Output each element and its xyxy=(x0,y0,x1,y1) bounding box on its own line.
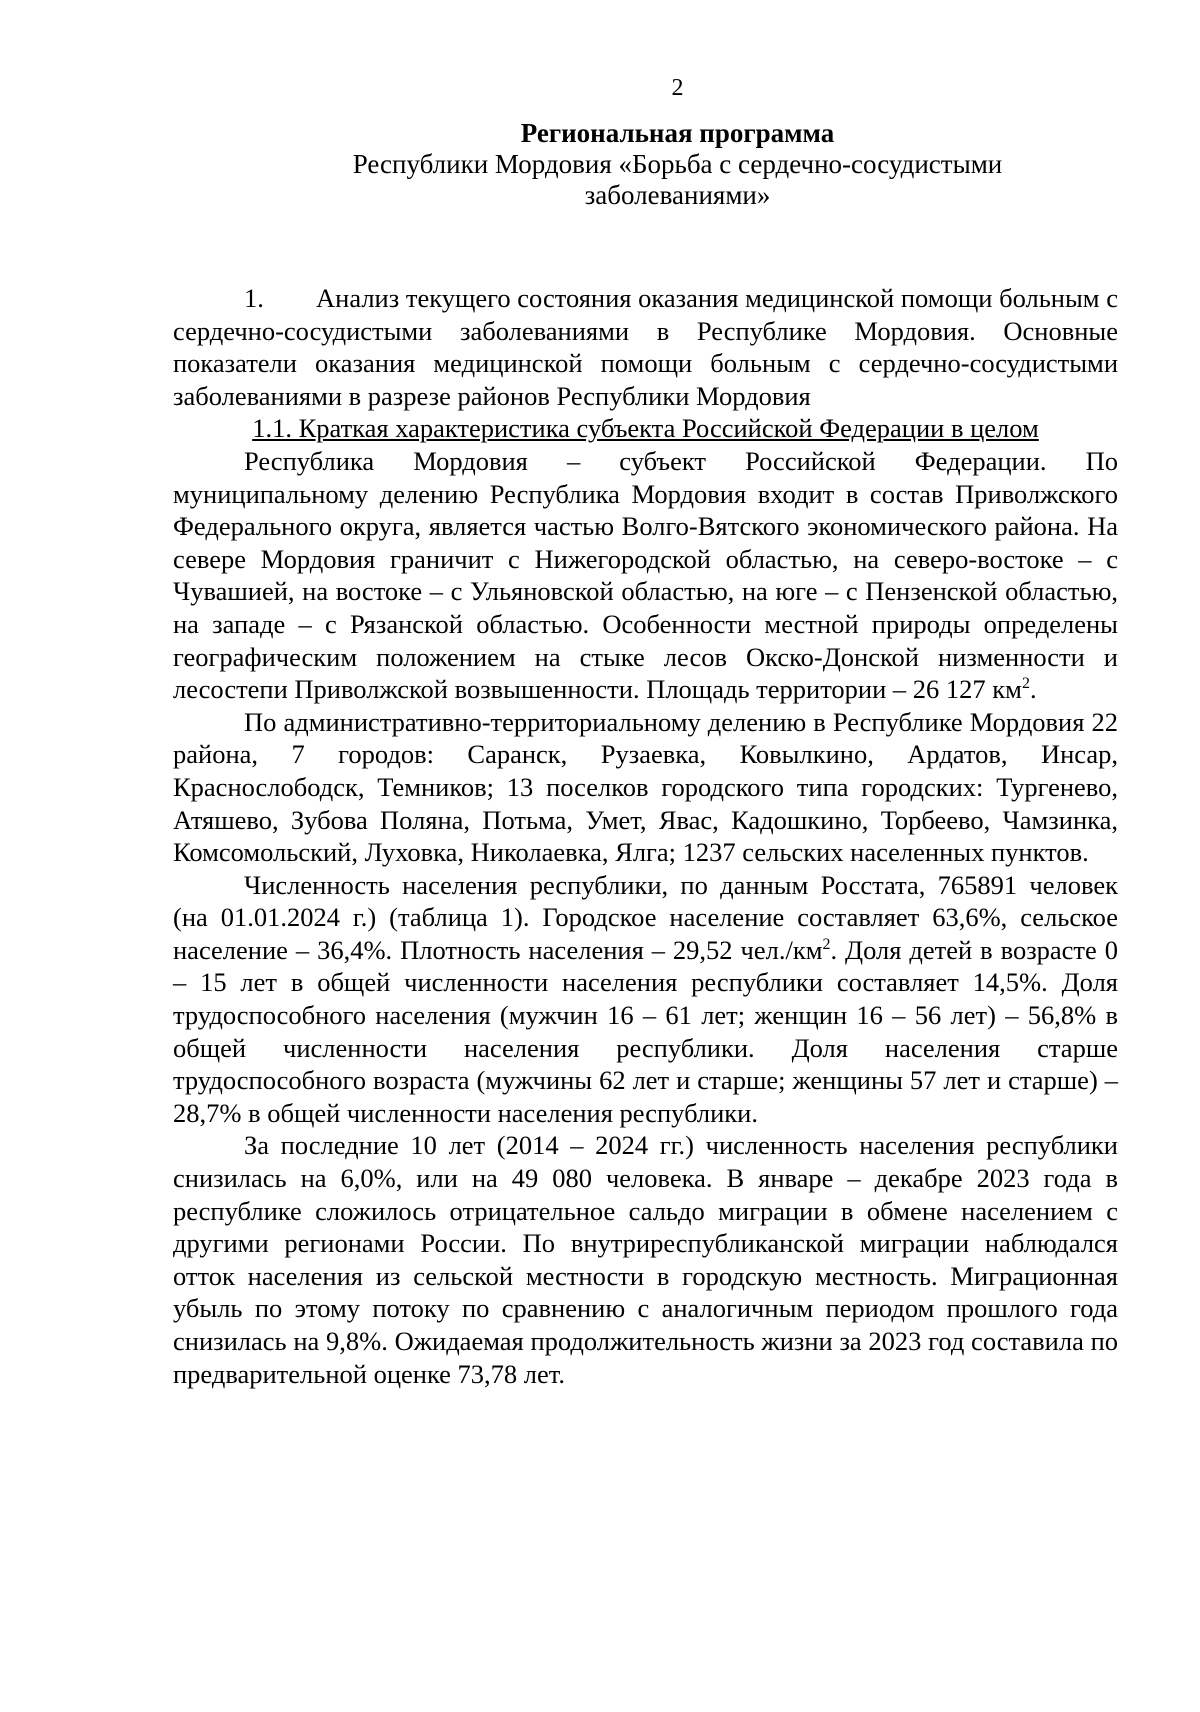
paragraph-1-text: Республика Мордовия – субъект Российской Федерации. По муниципальному делению Республика Мордовия входит в состав Приволжского Федерального округа, является частью Волго-Вятского экономического района. На севере Мордовия граничит с Нижегородской областью, на северо-востоке – с Чувашией, на востоке – с Ульяновской областью, на юге – с Пензенской областью, на западе – с Рязанской областью. Особенности местной природы определены географическим положением на стыке лесов Окско-Донской низменности и лесостепи Приволжской возвышенности. Площадь территории – 26 127 км xyxy=(173,445,1118,705)
paragraph-3 xyxy=(173,869,1118,1130)
paragraph-3-superscript: 2 xyxy=(822,936,831,954)
paragraph-1 xyxy=(173,445,1118,706)
paragraph-1-superscript: 2 xyxy=(1021,675,1030,693)
paragraph-4: За последние 10 лет (2014 – 2024 гг.) численность населения республики снизилась на 6,0%, или на 49 080 человека. В январе – декабре 2023 года в республике сложилось отрицательное сальдо миграции в обмене населением с другими регионами России. По внутриреспубликанской миграции наблюдался отток населения из сельской местности в городскую местность. Миграционная убыль по этому потоку по сравнению с аналогичным периодом прошлого года снизилась на 9,8%. Ожидаемая продолжительность жизни за 2023 год составила по предварительной оценке 73,78 лет. xyxy=(173,1130,1118,1389)
title-line-1: Региональная программа xyxy=(520,118,835,148)
title-line-2: Республики Мордовия «Борьба с сердечно-сосудистыми xyxy=(352,149,1003,179)
paragraph-3-text-b: . Доля детей в возрасте 0 – 15 лет в общей численности населения республики составляет 14,5%. Доля трудоспособного населения (мужчин 16 – 61 лет; женщин 16 – 56 лет) – 56,8% в общей численности населения республики. Доля населения старше трудоспособного возраста (мужчины 62 лет и старше; женщины 57 лет и старше) – 28,7% в общей численности населения республики. xyxy=(173,934,1118,1128)
section-1-number: 1. xyxy=(244,283,264,313)
title-line-3: заболеваниями» xyxy=(584,180,771,210)
section-1-heading xyxy=(173,282,1118,412)
document-body xyxy=(173,282,1118,1390)
paragraph-1-end: . xyxy=(1029,674,1037,705)
section-1-heading-text: Анализ текущего состояния оказания медицинской помощи больным с сердечно-сосудистыми заболеваниями в Республике Мордовия. Основные показатели оказания медицинской помощи больным с сердечно-сосудистыми заболеваниями в разрезе районов Республики Мордовия xyxy=(173,283,1118,411)
paragraph-2: По административно-территориальному делению в Республике Мордовия 22 района, 7 городов: Саранск, Рузаевка, Ковылкино, Ардатов, Инсар, Краснослободск, Темников; 13 поселков городского типа городских: Тургенево, Атяшево, Зубова Поляна, Потьма, Умет, Явас, Кадошкино, Торбеево, Чамзинка, Комсомольский, Луховка, Николаевка, Ялга; 1237 сельских населенных пунктов. xyxy=(173,706,1118,868)
paragraph-3-text-a: Численность населения республики, по данным Росстата, 765891 человек (на 01.01.2024 г.) (таблица 1). Городское население составляет 63,6%, сельское население – 36,4%. Плотность населения – 29,52 чел./км xyxy=(173,869,1118,965)
document-title xyxy=(0,118,1200,211)
page-number: 2 xyxy=(671,75,684,101)
subsection-heading: 1.1. Краткая характеристика субъекта Российской Федерации в целом xyxy=(252,413,1039,444)
